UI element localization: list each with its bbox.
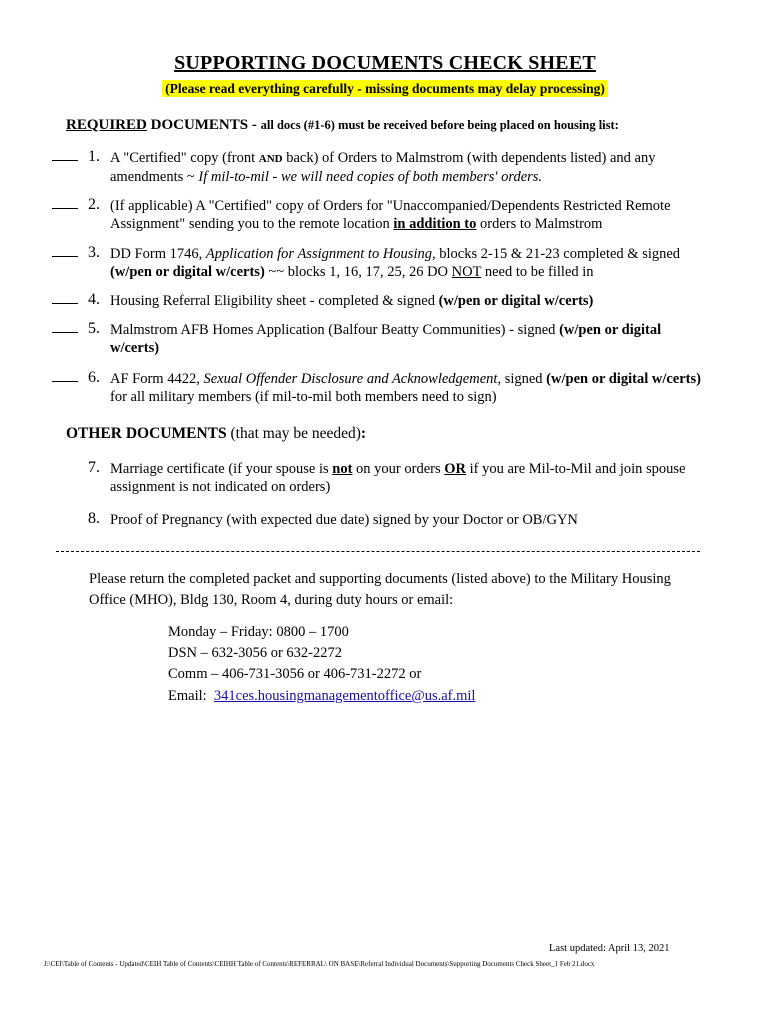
checkbox-line <box>52 256 78 257</box>
other-heading-word: OTHER DOCUMENTS <box>66 425 227 442</box>
item-text-part: DD Form 1746, <box>110 246 206 262</box>
required-heading-rest: DOCUMENTS - <box>146 117 261 133</box>
item-number: 8. <box>88 510 100 527</box>
item-number: 7. <box>88 459 100 476</box>
signature-note: (w/pen or digital w/certs) <box>110 264 265 280</box>
item-text-part: (If applicable) A "Certified" copy of Orders for "Unaccompanied/Dependents Restricted Remote Assignment" sending you to the remote location <box>110 198 671 232</box>
office-hours: Monday – Friday: 0800 – 1700 <box>168 624 349 640</box>
item-text-part: Housing Referral Eligibility sheet - completed & signed <box>110 293 439 309</box>
item-text-part: orders to Malmstrom <box>476 216 603 232</box>
required-heading-word: REQUIRED <box>66 117 147 133</box>
checkbox-line <box>52 303 78 304</box>
item-emphasis: AND <box>258 153 283 165</box>
item-number: 6. <box>88 369 100 386</box>
return-instructions: Please return the completed packet and supporting documents (listed above) to the Military Housing Office (MHO), Bldg 130, Room 4, during duty hours or email: <box>89 571 671 608</box>
item-text <box>110 460 710 496</box>
item-number: 3. <box>88 244 100 261</box>
item-text-part: need to be filled in <box>481 264 594 280</box>
item-number: 5. <box>88 320 100 337</box>
other-documents-heading <box>66 425 366 443</box>
form-title: Sexual Offender Disclosure and Acknowledgement <box>203 371 498 387</box>
item-number: 2. <box>88 196 100 213</box>
email-line <box>168 686 475 706</box>
page-title: SUPPORTING DOCUMENTS CHECK SHEET <box>174 52 596 74</box>
item-emphasis: OR <box>444 461 466 477</box>
checkbox-line <box>52 381 78 382</box>
dsn-phone: DSN – 632-3056 or 632-2272 <box>168 645 342 661</box>
item-number: 1. <box>88 148 100 165</box>
item-text-part: AF Form 4422, <box>110 371 204 387</box>
signature-note: (w/pen or digital w/certs) <box>438 293 594 309</box>
dashed-divider <box>56 551 700 552</box>
item-text-part: ~~ blocks 1, 16, 17, 25, 26 DO <box>264 264 452 280</box>
item-text <box>110 245 710 281</box>
email-link[interactable]: 341ces.housingmanagementoffice@us.af.mil <box>213 688 476 704</box>
item-text: Proof of Pregnancy (with expected due date) signed by your Doctor or OB/GYN <box>110 512 578 528</box>
item-text-part: , blocks 2-15 & 21-23 completed & signed <box>431 246 681 262</box>
comm-phone: Comm – 406-731-3056 or 406-731-2272 or <box>168 666 422 682</box>
item-text-part: Malmstrom AFB Homes Application (Balfour Beatty Communities) - signed <box>110 322 560 338</box>
required-documents-heading <box>66 117 619 134</box>
item-text <box>110 370 710 406</box>
signature-note: (w/pen or digital w/certs) <box>110 322 662 356</box>
item-text <box>110 149 710 186</box>
item-text <box>110 197 710 233</box>
item-text-part: Marriage certificate (if your spouse is <box>110 461 333 477</box>
subtitle-container <box>0 80 770 98</box>
item-text-part: if you are Mil-to-Mil and join spouse assignment is not indicated on orders) <box>110 461 686 495</box>
item-number: 4. <box>88 291 100 308</box>
form-title: Application for Assignment to Housing <box>205 246 432 262</box>
checkbox-line <box>52 160 78 161</box>
item-emphasis: in addition to <box>393 216 477 232</box>
item-note: If mil-to-mil - we will need copies of both members' orders. <box>198 169 543 185</box>
item-emphasis: NOT <box>451 264 482 280</box>
checkbox-line <box>52 332 78 333</box>
item-text-part: A "Certified" copy (front <box>110 150 259 166</box>
checkbox-line <box>52 208 78 209</box>
last-updated: Last updated: April 13, 2021 <box>549 943 670 954</box>
other-heading-colon: : <box>360 425 367 442</box>
item-text <box>110 321 710 357</box>
other-heading-rest: (that may be needed) <box>226 425 361 442</box>
item-text-part: for all military members (if mil-to-mil both members need to sign) <box>110 389 497 405</box>
required-heading-note: all docs (#1-6) must be received before being placed on housing list: <box>260 118 619 132</box>
item-text-part: , signed <box>497 371 547 387</box>
item-emphasis: not <box>332 461 353 477</box>
signature-note: (w/pen or digital w/certs) <box>546 371 701 387</box>
file-path-footer: J:\CEI\Table of Contents - Updated\CEIH Table of Contents\CEIHH Table of Contents\REFERRAL\ ON BASE\Referral Individual Documents\Supporting Documents Check Sheet_1 Feb 21.docx <box>44 960 595 968</box>
item-text-part: on your orders <box>352 461 445 477</box>
item-text-part: back) of Orders to Malmstrom (with dependents listed) and any amendments ~ <box>110 150 656 185</box>
item-text <box>110 292 710 310</box>
subtitle-highlight: (Please read everything carefully - missing documents may delay processing) <box>162 80 608 97</box>
email-label: Email: <box>168 688 214 704</box>
